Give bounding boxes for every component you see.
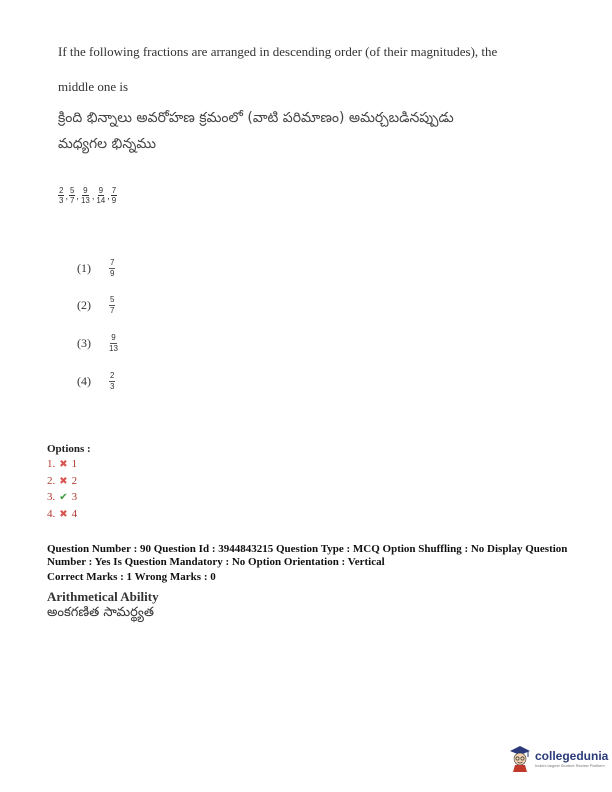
choice-label: (3) [77, 336, 91, 350]
question-text-english-line2: middle one is [58, 79, 129, 94]
option-value: 3 [71, 491, 78, 503]
choice-4 [77, 371, 115, 392]
choice-label: (1) [77, 261, 91, 275]
option-value: 1 [71, 458, 78, 470]
brand-name: collegedunia [535, 748, 609, 763]
option-value: 2 [71, 475, 78, 487]
fraction: $\frac{5}{7}$ [69, 186, 75, 205]
cross-icon: ✖ [59, 458, 68, 470]
option-value: 4 [71, 508, 78, 520]
question-meta-line1: Question Number : 90 Question Id : 3944843215 Question Type : MCQ Option Shuffling : No Display Question [47, 543, 568, 555]
fraction: $\frac{9}{14}$ [96, 186, 106, 205]
choice-label: (4) [77, 374, 91, 388]
option-4 [47, 508, 77, 520]
option-index: 2. [47, 475, 56, 487]
section-title-english: Arithmetical Ability [47, 589, 159, 604]
option-index: 3. [47, 491, 56, 503]
question-meta-line2: Number : Yes Is Question Mandatory : No Option Orientation : Vertical [47, 556, 385, 568]
choice-1 [77, 258, 115, 279]
fraction-list: $\frac{2}{3}$ , $\frac{5}{7}$ , $\frac{9}{13}$ , $\frac{9}{14}$ , $\frac{7}{9}$ [59, 186, 117, 205]
choice-fraction: $\frac{9}{13}$ [109, 333, 118, 353]
fraction: $\frac{9}{13}$ [80, 186, 90, 205]
checkmark-icon: ✔ [59, 491, 68, 503]
option-index: 1. [47, 458, 56, 470]
choice-fraction: $\frac{2}{3}$ [110, 371, 115, 391]
question-text-telugu-line2: మధ్యగల భిన్నము [58, 136, 156, 152]
choice-2 [77, 295, 115, 316]
brand-tagline: India's largest Student Review Platform [535, 762, 605, 768]
fraction: $\frac{2}{3}$ [59, 186, 64, 205]
choice-fraction: $\frac{7}{9}$ [110, 258, 115, 278]
choice-label: (2) [77, 298, 91, 312]
question-text-english-line1: If the following fractions are arranged in descending order (of their magnitudes), the [58, 44, 498, 59]
marks-info: Correct Marks : 1 Wrong Marks : 0 [47, 571, 216, 583]
choice-3 [77, 333, 118, 354]
option-1 [47, 458, 77, 470]
section-title-telugu: అంకగణిత సామర్థ్యత [47, 605, 155, 620]
option-2 [47, 475, 77, 487]
cross-icon: ✖ [59, 475, 68, 487]
option-index: 4. [47, 508, 56, 520]
fraction: $\frac{7}{9}$ [111, 186, 117, 205]
cross-icon: ✖ [59, 508, 68, 520]
option-3 [47, 491, 77, 503]
question-text-telugu-line1: క్రింది భిన్నాలు అవరోహణ క్రమంలో (వాటి పరిమాణం) అమర్చబడినప్పుడు [58, 110, 454, 126]
brand-logo [508, 744, 608, 772]
choice-fraction: $\frac{5}{7}$ [110, 295, 115, 315]
options-title: Options : [47, 443, 91, 455]
student-mascot-icon [508, 744, 532, 772]
